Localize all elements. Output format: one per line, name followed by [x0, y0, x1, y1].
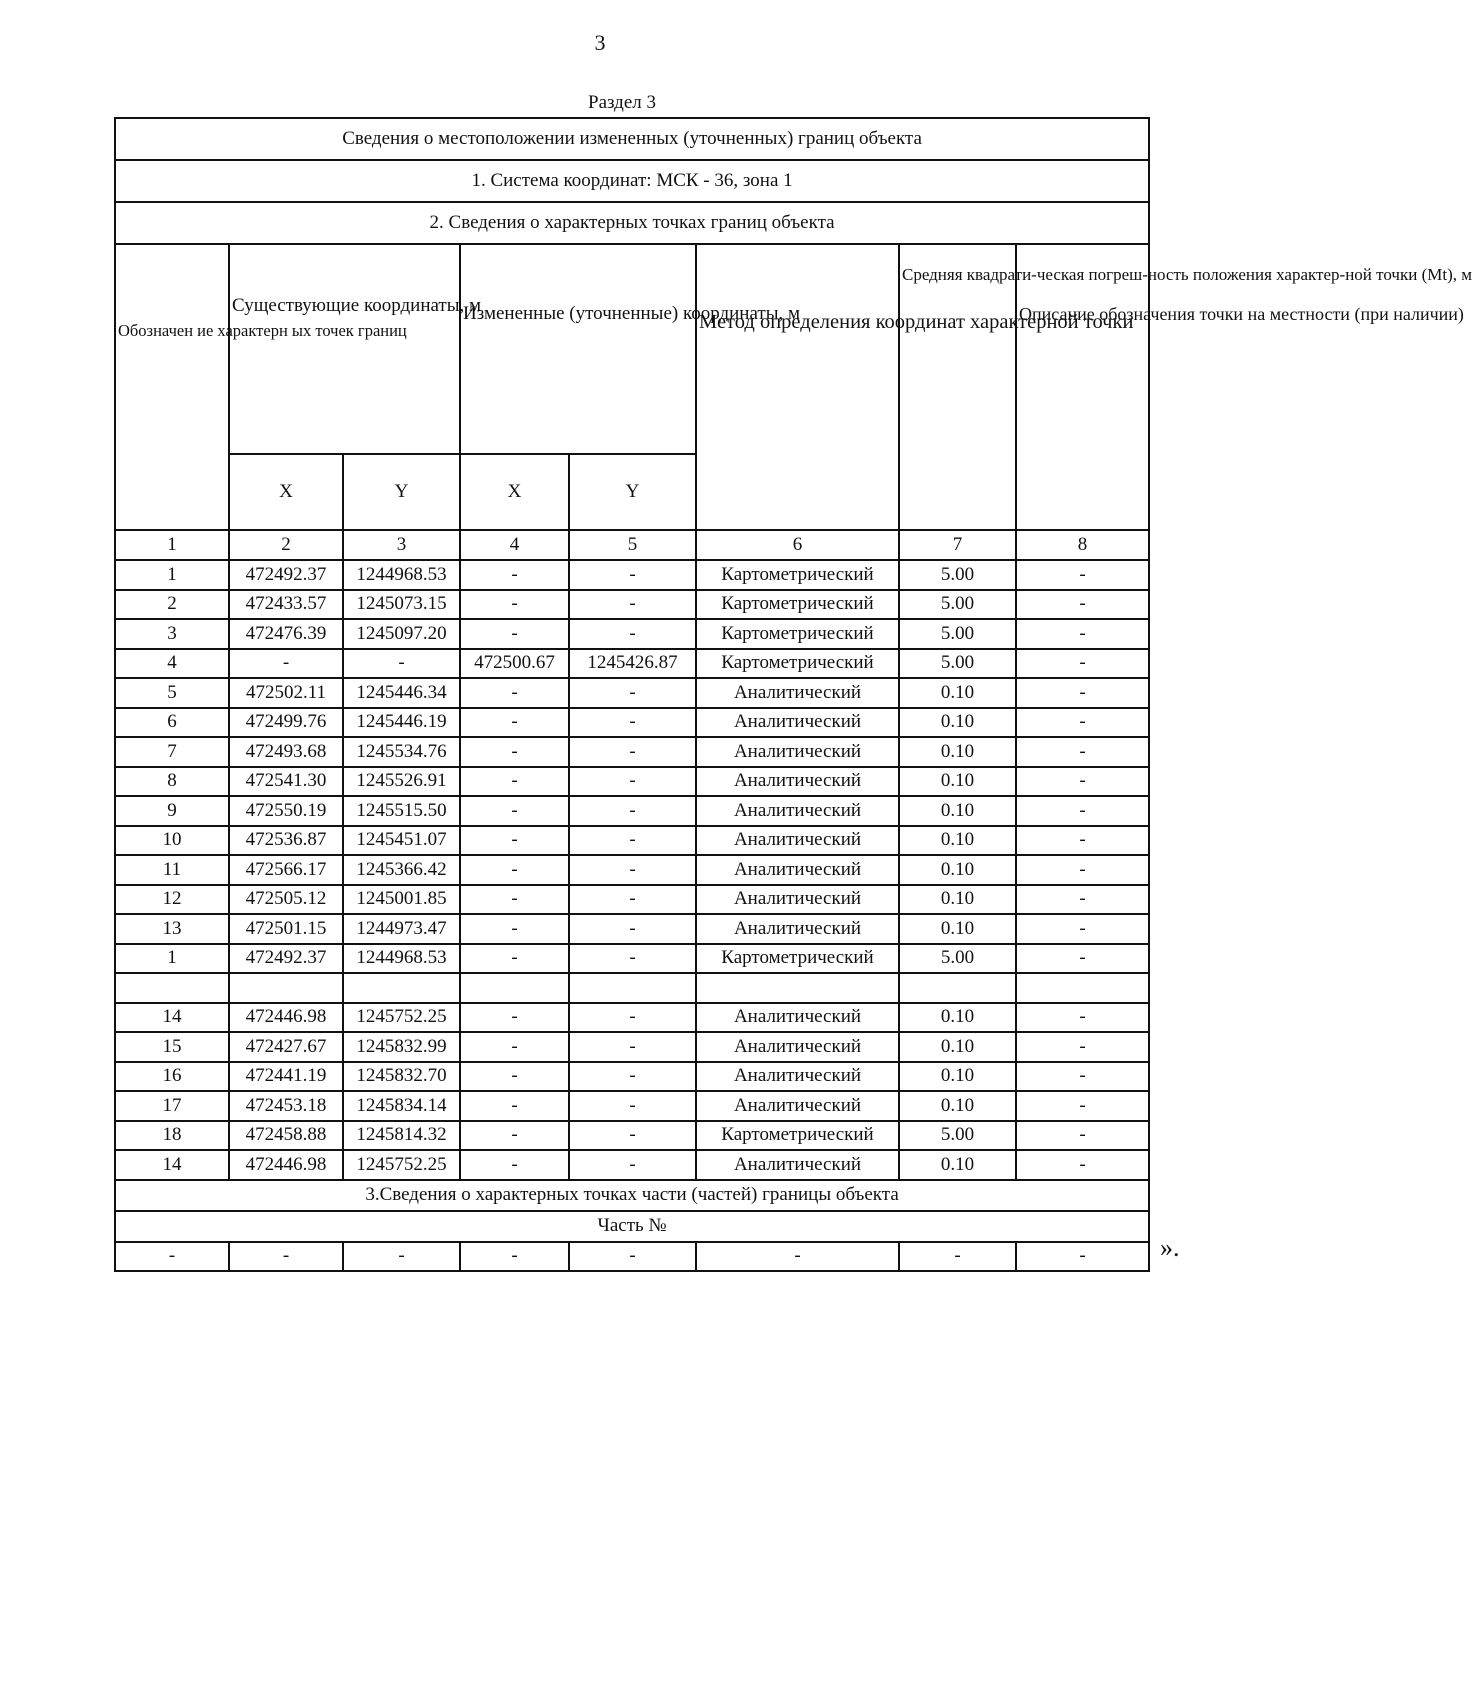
table-cell: 1245752.25 — [343, 1150, 460, 1180]
column-number: 6 — [696, 530, 899, 560]
table-cell: 16 — [115, 1062, 229, 1092]
table-cell: 7 — [115, 737, 229, 767]
table-cell: - — [1016, 1003, 1149, 1033]
table-cell: - — [460, 1003, 569, 1033]
table-cell: 2 — [115, 590, 229, 620]
table-cell: 5.00 — [899, 649, 1016, 679]
method-cell: Картометрический — [696, 944, 899, 974]
table-cell — [115, 973, 229, 1003]
table-cell: - — [1016, 1150, 1149, 1180]
method-cell: Картометрический — [696, 590, 899, 620]
page-number: 3 — [594, 30, 606, 55]
table-cell — [343, 973, 460, 1003]
table-cell: 9 — [115, 796, 229, 826]
table-cell: 472441.19 — [229, 1062, 343, 1092]
table-cell: 1245752.25 — [343, 1003, 460, 1033]
table-cell: - — [343, 649, 460, 679]
table-cell: - — [569, 737, 696, 767]
table-cell: - — [1016, 1032, 1149, 1062]
table-cell: 18 — [115, 1121, 229, 1151]
table-row — [115, 973, 1149, 1003]
method-cell: Картометрический — [696, 560, 899, 590]
column-number: 5 — [569, 530, 696, 560]
coordinate-system: 1. Система координат: МСК - 36, зона 1 — [115, 160, 1149, 202]
table-cell: 0.10 — [899, 737, 1016, 767]
table-cell: - — [460, 885, 569, 915]
table-cell: - — [569, 619, 696, 649]
table-cell: 1245426.87 — [569, 649, 696, 679]
table-cell: 3 — [115, 619, 229, 649]
table-cell: - — [1016, 855, 1149, 885]
column-number: 8 — [1016, 530, 1149, 560]
table-row — [115, 590, 1149, 620]
table-cell: 0.10 — [899, 708, 1016, 738]
column-number: 1 — [115, 530, 229, 560]
method-cell: Аналитический — [696, 1032, 899, 1062]
table-cell: - — [1016, 708, 1149, 738]
table-cell: - — [569, 796, 696, 826]
table-cell: - — [229, 649, 343, 679]
table-cell: - — [460, 1091, 569, 1121]
method-cell: Аналитический — [696, 1150, 899, 1180]
table-cell: 5 — [115, 678, 229, 708]
table-cell: 1244973.47 — [343, 914, 460, 944]
table-cell: - — [229, 1242, 343, 1272]
table-cell: 1245526.91 — [343, 767, 460, 797]
table-cell: 6 — [115, 708, 229, 738]
method-cell: Картометрический — [696, 1121, 899, 1151]
table-cell: - — [569, 1032, 696, 1062]
header-changed-x: X — [460, 454, 569, 530]
header-changed-y: Y — [569, 454, 696, 530]
table-cell: - — [460, 619, 569, 649]
table-cell: - — [569, 1150, 696, 1180]
table-cell: - — [569, 590, 696, 620]
table-title: Сведения о местоположении измененных (уточненных) границ объекта — [115, 118, 1149, 160]
table-row — [115, 678, 1149, 708]
table-row — [115, 708, 1149, 738]
table-cell: - — [460, 796, 569, 826]
method-cell: Аналитический — [696, 1091, 899, 1121]
table-cell: 11 — [115, 855, 229, 885]
table-cell: 1245446.19 — [343, 708, 460, 738]
table-cell: 0.10 — [899, 885, 1016, 915]
table-cell: 1245832.99 — [343, 1032, 460, 1062]
method-cell: Аналитический — [696, 708, 899, 738]
table-cell: 5.00 — [899, 560, 1016, 590]
table-cell: 0.10 — [899, 1091, 1016, 1121]
table-cell: 1245001.85 — [343, 885, 460, 915]
table-cell: 1245446.34 — [343, 678, 460, 708]
table-cell: 14 — [115, 1150, 229, 1180]
table-cell: 0.10 — [899, 1003, 1016, 1033]
section-label: Раздел 3 — [588, 92, 656, 113]
table-cell: - — [569, 560, 696, 590]
parts-row — [115, 1242, 1149, 1272]
column-number: 3 — [343, 530, 460, 560]
table-cell — [229, 973, 343, 1003]
table-cell: - — [460, 708, 569, 738]
table-cell: 472550.19 — [229, 796, 343, 826]
table-cell — [899, 973, 1016, 1003]
table-cell: - — [1016, 767, 1149, 797]
table-cell: - — [460, 914, 569, 944]
method-cell: Аналитический — [696, 737, 899, 767]
table-row — [115, 1032, 1149, 1062]
table-cell: - — [460, 678, 569, 708]
header-method: Метод определения координат характерной точки — [696, 244, 899, 530]
table-cell: 17 — [115, 1091, 229, 1121]
points-section-title: 2. Сведения о характерных точках границ объекта — [115, 202, 1149, 244]
table-row — [115, 1150, 1149, 1180]
table-row — [115, 1003, 1149, 1033]
table-cell: 472427.67 — [229, 1032, 343, 1062]
table-cell: - — [460, 1062, 569, 1092]
table-cell: - — [460, 1032, 569, 1062]
table-cell: - — [1016, 619, 1149, 649]
method-cell: Аналитический — [696, 885, 899, 915]
header-existing-x: X — [229, 454, 343, 530]
table-cell: 472505.12 — [229, 885, 343, 915]
table-cell: - — [569, 1242, 696, 1272]
table-cell: 14 — [115, 1003, 229, 1033]
method-cell: Картометрический — [696, 619, 899, 649]
table-cell: 0.10 — [899, 1062, 1016, 1092]
table-cell: 472500.67 — [460, 649, 569, 679]
table-cell: 5.00 — [899, 619, 1016, 649]
table-cell: 13 — [115, 914, 229, 944]
table-cell: - — [1016, 826, 1149, 856]
table-cell: - — [1016, 560, 1149, 590]
column-number: 7 — [899, 530, 1016, 560]
table-cell: - — [569, 1062, 696, 1092]
part-number-label: Часть № — [115, 1211, 1149, 1242]
table-cell: 1 — [115, 560, 229, 590]
table-row — [115, 885, 1149, 915]
table-cell: - — [460, 590, 569, 620]
table-cell: 12 — [115, 885, 229, 915]
table-cell: - — [1016, 1062, 1149, 1092]
header-existing-coordinates: Существующие координаты, м — [229, 244, 460, 454]
table-cell: - — [899, 1242, 1016, 1272]
header-point-designation: Обозначен ие характерн ых точек границ — [115, 244, 229, 530]
method-cell: Аналитический — [696, 678, 899, 708]
table-cell: 10 — [115, 826, 229, 856]
table-cell: - — [569, 678, 696, 708]
table-cell: 1245515.50 — [343, 796, 460, 826]
table-cell: - — [569, 767, 696, 797]
table-cell: 0.10 — [899, 767, 1016, 797]
table-cell: - — [460, 1121, 569, 1151]
table-cell: 1245832.70 — [343, 1062, 460, 1092]
table-row — [115, 1091, 1149, 1121]
table-cell: 472566.17 — [229, 855, 343, 885]
table-cell: - — [1016, 590, 1149, 620]
table-cell: 1245834.14 — [343, 1091, 460, 1121]
table-cell: 15 — [115, 1032, 229, 1062]
table-row — [115, 1121, 1149, 1151]
table-cell: - — [460, 855, 569, 885]
table-cell: 0.10 — [899, 1150, 1016, 1180]
table-cell: 472541.30 — [229, 767, 343, 797]
table-row — [115, 944, 1149, 974]
table-row — [115, 855, 1149, 885]
method-cell: Аналитический — [696, 767, 899, 797]
table-cell: 8 — [115, 767, 229, 797]
table-cell: 472493.68 — [229, 737, 343, 767]
table-cell: 1245366.42 — [343, 855, 460, 885]
table-cell: 472499.76 — [229, 708, 343, 738]
table-cell: 472501.15 — [229, 914, 343, 944]
table-cell: - — [1016, 649, 1149, 679]
table-cell: - — [569, 708, 696, 738]
header-mean-square-error: Средняя квадрати-ческая погреш-ность положения характер-ной точки (Mt), м — [899, 244, 1016, 530]
table-cell: - — [569, 1091, 696, 1121]
table-cell: 0.10 — [899, 826, 1016, 856]
table-cell: 1245097.20 — [343, 619, 460, 649]
table-cell: 472492.37 — [229, 944, 343, 974]
table-cell: 472446.98 — [229, 1150, 343, 1180]
table-cell: 0.10 — [899, 1032, 1016, 1062]
table-cell: 1245814.32 — [343, 1121, 460, 1151]
table-cell: 1245451.07 — [343, 826, 460, 856]
header-existing-y: Y — [343, 454, 460, 530]
method-cell: Аналитический — [696, 1003, 899, 1033]
table-cell: - — [569, 1003, 696, 1033]
method-cell: Аналитический — [696, 796, 899, 826]
table-cell: - — [1016, 678, 1149, 708]
table-cell: - — [1016, 1091, 1149, 1121]
table-cell: - — [460, 767, 569, 797]
table-cell: - — [460, 944, 569, 974]
table-cell: 5.00 — [899, 1121, 1016, 1151]
table-cell: 0.10 — [899, 678, 1016, 708]
column-numbers-row — [115, 530, 1149, 560]
table-cell: 472492.37 — [229, 560, 343, 590]
table-row — [115, 737, 1149, 767]
table-cell: 4 — [115, 649, 229, 679]
table-row — [115, 1062, 1149, 1092]
table-cell: 472476.39 — [229, 619, 343, 649]
table-cell: 0.10 — [899, 914, 1016, 944]
table-cell: 472433.57 — [229, 590, 343, 620]
table-cell: - — [115, 1242, 229, 1272]
table-cell: 1245534.76 — [343, 737, 460, 767]
table-cell: 472502.11 — [229, 678, 343, 708]
table-cell: - — [343, 1242, 460, 1272]
table-row — [115, 649, 1149, 679]
header-changed-coordinates: Измененные (уточненные) координаты, м — [460, 244, 696, 454]
method-cell: Аналитический — [696, 914, 899, 944]
table-row — [115, 826, 1149, 856]
table-cell: 472453.18 — [229, 1091, 343, 1121]
table-cell: 1 — [115, 944, 229, 974]
table-row — [115, 619, 1149, 649]
table-cell: - — [1016, 944, 1149, 974]
table-cell: - — [569, 826, 696, 856]
table-cell: 1245073.15 — [343, 590, 460, 620]
table-cell: - — [696, 1242, 899, 1272]
table-cell: 0.10 — [899, 855, 1016, 885]
table-cell — [460, 973, 569, 1003]
table-row — [115, 796, 1149, 826]
table-cell: - — [1016, 1121, 1149, 1151]
table-cell: - — [569, 1121, 696, 1151]
method-cell: Аналитический — [696, 826, 899, 856]
table-cell: - — [569, 855, 696, 885]
table-cell: 0.10 — [899, 796, 1016, 826]
table-cell: - — [460, 1242, 569, 1272]
table-row — [115, 914, 1149, 944]
table-cell: 5.00 — [899, 590, 1016, 620]
table-cell: - — [1016, 737, 1149, 767]
table-cell: - — [1016, 885, 1149, 915]
closing-quote-mark: ». — [1160, 1233, 1180, 1262]
table-cell: 1244968.53 — [343, 944, 460, 974]
table-cell: 472446.98 — [229, 1003, 343, 1033]
boundary-table — [114, 117, 1472, 1272]
table-cell: - — [1016, 914, 1149, 944]
table-cell: - — [569, 944, 696, 974]
parts-section-title: 3.Сведения о характерных точках части (частей) границы объекта — [115, 1180, 1149, 1211]
table-cell: 472536.87 — [229, 826, 343, 856]
table-cell: - — [1016, 796, 1149, 826]
table-cell: - — [1016, 1242, 1149, 1272]
table-cell — [1016, 973, 1149, 1003]
table-row — [115, 767, 1149, 797]
table-row — [115, 560, 1149, 590]
table-cell: - — [460, 826, 569, 856]
table-cell: - — [569, 885, 696, 915]
method-cell — [696, 973, 899, 1003]
method-cell: Аналитический — [696, 1062, 899, 1092]
column-number: 2 — [229, 530, 343, 560]
method-cell: Картометрический — [696, 649, 899, 679]
table-cell: 1244968.53 — [343, 560, 460, 590]
table-cell: 472458.88 — [229, 1121, 343, 1151]
table-cell: - — [460, 560, 569, 590]
header-point-description: Описание обозначения точки на местности (при наличии) — [1016, 244, 1149, 530]
method-cell: Аналитический — [696, 855, 899, 885]
table-cell: 5.00 — [899, 944, 1016, 974]
table-cell: - — [569, 914, 696, 944]
column-number: 4 — [460, 530, 569, 560]
table-cell: - — [460, 1150, 569, 1180]
table-cell: - — [460, 737, 569, 767]
table-cell — [569, 973, 696, 1003]
